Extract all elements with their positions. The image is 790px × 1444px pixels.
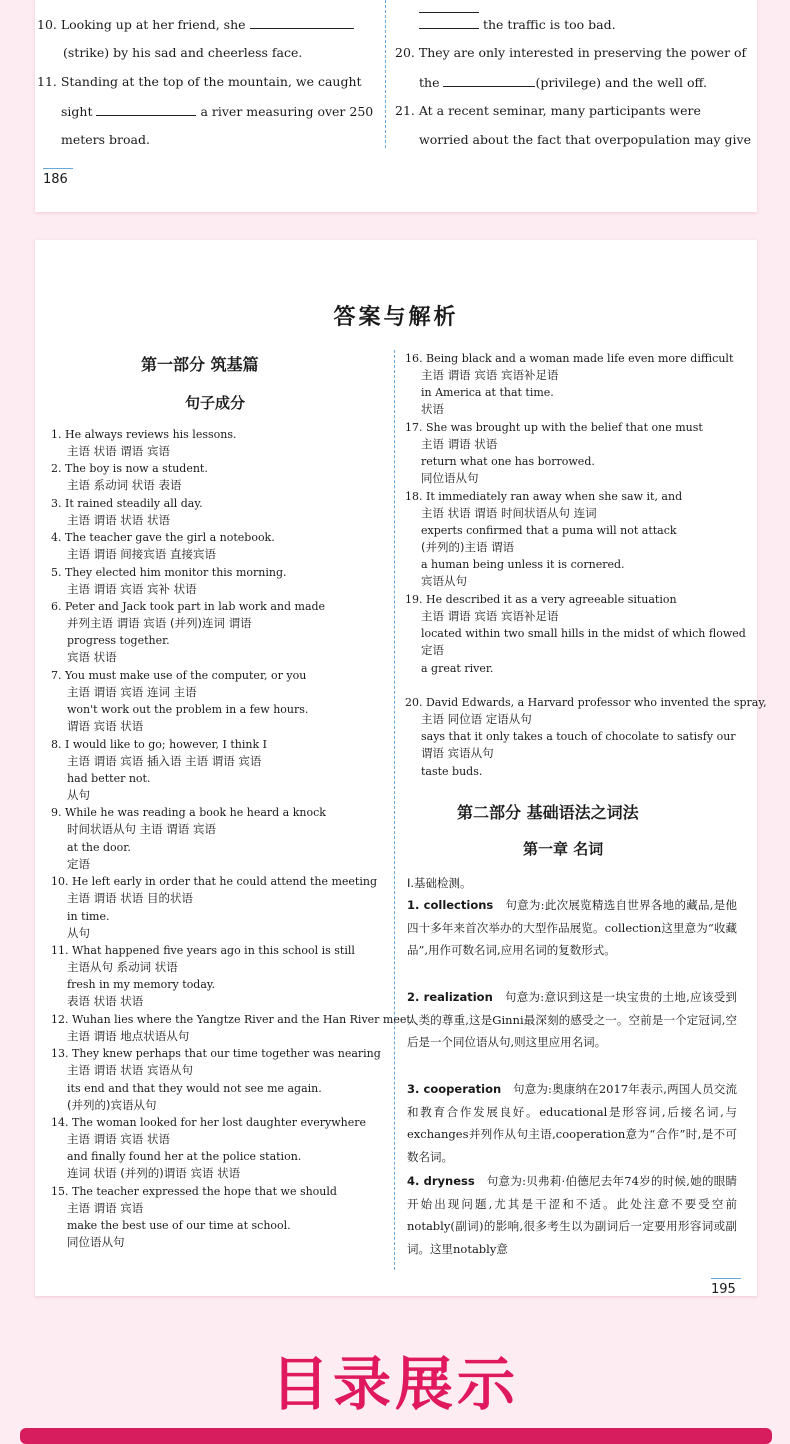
role-labels: (并列的)宾语从句	[67, 1097, 157, 1112]
sentence-line: experts confirmed that a puma will not attack	[421, 524, 677, 537]
sentence-line: 11. What happened five years ago in this school is still	[51, 944, 355, 957]
pink-bar	[20, 1428, 772, 1444]
role-labels: 连词 状语 (并列的)谓语 宾语 状语	[67, 1166, 241, 1181]
role-labels: 主语 谓语 宾语 宾语补足语	[421, 608, 559, 623]
role-labels: 从句	[67, 925, 90, 940]
answer-blank	[419, 0, 479, 13]
answer-blank	[250, 16, 354, 29]
answer-blank	[443, 74, 535, 87]
sentence-line: 7. You must make use of the computer, or you	[51, 668, 307, 682]
chapter-heading: 第一章 名词	[523, 840, 604, 858]
sentence-line: 15. The teacher expressed the hope that we should	[51, 1184, 337, 1198]
sentence-line: a great river.	[421, 661, 494, 675]
q20-line1: 20. They are only interested in preserving the power of	[395, 45, 747, 60]
sentence-line: 9. While he was reading a book he heard a knock	[51, 806, 326, 820]
role-labels: 主语 谓语 地点状语从句	[67, 1028, 190, 1043]
q21-line2: worried about the fact that overpopulation may give	[419, 132, 751, 147]
role-labels: 表语 状语 状语	[67, 994, 144, 1009]
sentence-line: located within two small hills in the midst of which flowed	[421, 627, 746, 641]
sentence-line: a human being unless it is cornered.	[421, 558, 625, 572]
role-labels: 主语 谓语 间接宾语 直接宾语	[67, 547, 216, 562]
role-labels: 主语 状语 谓语 宾语	[67, 444, 170, 458]
column-divider	[394, 350, 395, 1270]
role-labels: 主语 同位语 定语从句	[421, 712, 532, 726]
sentence-line: at the door.	[67, 840, 131, 854]
answer-text: 句意为:贝弗莉·伯德尼去年74岁的时候,她的眼睛开始出现问题,尤其是干涩和不适。此处注意不要受空前notably(副词)的影响,很多考生以为副词后一定要用形容词或副词。这里notably意	[407, 1174, 737, 1256]
section-label: Ⅰ.基础检测。	[407, 876, 472, 890]
page-number: 186	[43, 172, 68, 187]
sentence-line: 8. I would like to go; however, I think I	[51, 737, 267, 751]
role-labels: 宾语 状语	[67, 650, 117, 665]
page-title: 答案与解析	[333, 305, 459, 330]
page-186	[35, 0, 757, 212]
answer-text: 句意为:奥康纳在2017年表示,两国人员交流和教育合作发展良好。educational是形容词,后接名词,与exchanges并列作从句主语,cooperation意为“合作”时,是不可数名词。	[407, 1082, 738, 1164]
role-labels: 主语 谓语 宾语 插入语 主语 谓语 宾语	[67, 753, 262, 768]
part1-heading: 第一部分 筑基篇	[141, 355, 259, 374]
answer-text: 句意为:意识到这是一块宝贵的土地,应该受到人类的尊重,这是Ginni最深刻的感受之一。空前是一个定冠词,空后是一个同位语从句,则这里应用名词。	[407, 990, 737, 1049]
sentence-line: 2. The boy is now a student.	[51, 462, 208, 476]
sentence-line: 13. They knew perhaps that our time together was nearing	[51, 1047, 381, 1061]
catalog-banner-title: 目录展示	[270, 1350, 519, 1418]
sentence-line: 20. David Edwards, a Harvard professor who invented the spray,	[405, 696, 767, 709]
role-labels: 并列主语 谓语 宾语 (并列)连词 谓语	[67, 616, 252, 630]
answer-word: 2. realization	[407, 990, 493, 1004]
sentence-line: in time.	[67, 909, 110, 923]
role-labels: 从句	[67, 788, 90, 802]
q19-line: the traffic is too bad.	[482, 17, 616, 32]
sentence-line: taste buds.	[421, 764, 483, 778]
answer-1	[407, 894, 737, 962]
sentence-line: 1. He always reviews his lessons.	[51, 428, 237, 441]
role-labels: 主语 谓语 状语 状语	[67, 512, 170, 527]
answer-2	[407, 986, 737, 1054]
role-labels: 谓语 宾语 状语	[67, 719, 144, 734]
role-labels: 同位语从句	[67, 1235, 125, 1250]
column-divider	[385, 0, 386, 148]
role-labels: 主语 谓语 宾语 连词 主语	[67, 684, 197, 699]
role-labels: 状语	[421, 402, 444, 417]
answer-word: 4. dryness	[407, 1174, 475, 1188]
answer-text: 句意为:此次展览精选自世界各地的藏品,是他四十多年来首次举办的大型作品展览。collection这里意为“收藏品”,用作可数名词,应用名词的复数形式。	[407, 898, 738, 957]
role-labels: 同位语从句	[421, 471, 479, 486]
answer-blank	[96, 103, 196, 116]
answer-3	[407, 1078, 737, 1168]
role-labels: 主语 谓语 宾语 状语	[67, 1132, 170, 1146]
sentence-line: 4. The teacher gave the girl a notebook.	[51, 531, 275, 545]
sentence-line: fresh in my memory today.	[67, 978, 216, 992]
sentence-line: 5. They elected him monitor this morning.	[51, 565, 287, 579]
sentence-line: 19. He described it as a very agreeable situation	[405, 592, 677, 606]
q20-line2: (privilege) and the well off.	[535, 75, 707, 90]
section-heading: 句子成分	[185, 394, 246, 412]
q11-sight: sight	[61, 104, 93, 119]
sentence-line: and finally found her at the police station.	[67, 1150, 302, 1164]
sentence-line: 16. Being black and a woman made life even more difficult	[405, 352, 734, 365]
sentence-line: says that it only takes a touch of chocolate to satisfy our	[421, 730, 736, 744]
page-number: 195	[711, 1282, 736, 1297]
role-labels: 主语 谓语 状语 宾语从句	[67, 1063, 193, 1078]
role-labels: 定语	[421, 643, 444, 658]
sentence-line: won't work out the problem in a few hours.	[67, 703, 309, 717]
role-labels: 主语 系动词 状语 表语	[67, 478, 182, 493]
role-labels: 主语 谓语 状语	[421, 436, 498, 451]
q20-the: the	[419, 75, 440, 90]
role-labels: 主语从句 系动词 状语	[67, 960, 178, 974]
q11-line1: 11. Standing at the top of the mountain, we caught	[37, 74, 362, 89]
role-labels: 主语 谓语 宾语 宾语补足语	[421, 368, 559, 382]
role-labels: 定语	[67, 856, 90, 871]
role-labels: 主语 谓语 宾语 宾补 状语	[67, 581, 197, 596]
sentence-line: progress together.	[67, 634, 170, 648]
q21-line1: 21. At a recent seminar, many participants were	[395, 103, 701, 118]
sentence-line: 17. She was brought up with the belief that one must	[405, 420, 703, 434]
role-labels: 主语 谓语 状语 目的状语	[67, 891, 193, 906]
role-labels: (并列的)主语 谓语	[421, 540, 515, 554]
sentence-line: its end and that they would not see me again.	[67, 1081, 322, 1095]
sentence-line: 18. It immediately ran away when she saw it, and	[405, 489, 683, 503]
q11-line3: meters broad.	[61, 132, 150, 147]
page-195	[35, 240, 767, 1297]
role-labels: 主语 状语 谓语 时间状语从句 连词	[421, 505, 597, 520]
sentence-line: in America at that time.	[421, 386, 554, 400]
sentence-line: 10. He left early in order that he could attend the meeting	[51, 875, 377, 889]
q10-line2: (strike) by his sad and cheerless face.	[63, 45, 303, 60]
sentence-line: make the best use of our time at school.	[67, 1219, 291, 1233]
sentence-line: 6. Peter and Jack took part in lab work and made	[51, 600, 326, 613]
q10-line1: 10. Looking up at her friend, she	[37, 17, 246, 32]
q11-line2: a river measuring over 250	[200, 104, 374, 119]
answer-4	[407, 1170, 737, 1262]
role-labels: 主语 谓语 宾语	[67, 1200, 144, 1215]
role-labels: 宾语从句	[421, 574, 467, 589]
role-labels: 时间状语从句 主语 谓语 宾语	[67, 822, 216, 837]
sentence-line: 14. The woman looked for her lost daughter everywhere	[51, 1116, 366, 1129]
sentence-line: 12. Wuhan lies where the Yangtze River and the Han River meet.	[51, 1012, 415, 1026]
sentence-line: return what one has borrowed.	[421, 455, 595, 469]
sentence-line: had better not.	[67, 772, 151, 785]
part2-heading: 第二部分 基础语法之词法	[457, 803, 639, 822]
sentence-line: 3. It rained steadily all day.	[51, 496, 203, 510]
answer-word: 1. collections	[407, 898, 494, 912]
role-labels: 谓语 宾语从句	[421, 746, 494, 761]
answer-word: 3. cooperation	[407, 1082, 502, 1096]
answer-blank	[419, 16, 479, 29]
